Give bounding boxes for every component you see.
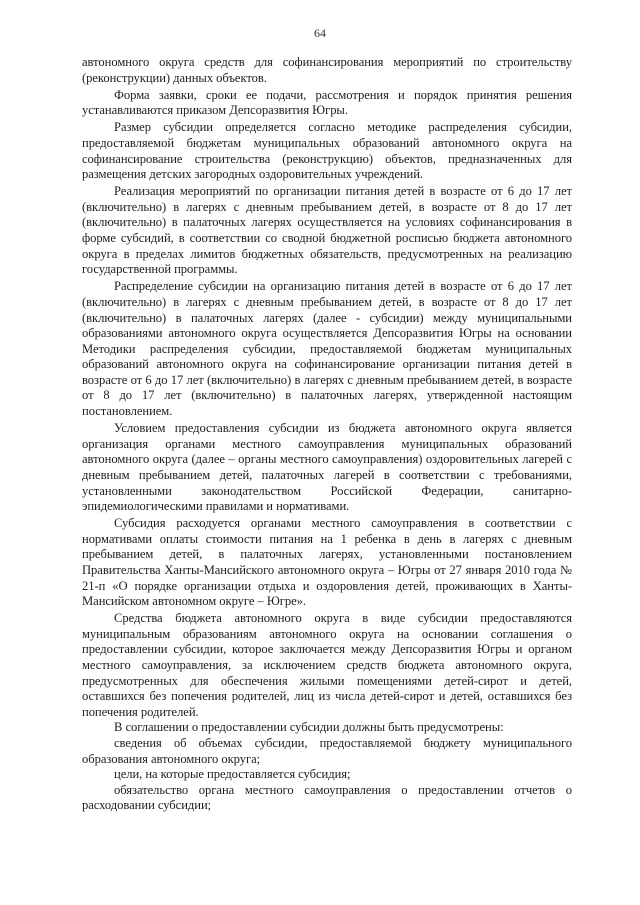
list-item-subsidy-volume: сведения об объемах субсидии, предоставляемой бюджету муниципального образования автономного округа; xyxy=(82,736,572,766)
list-item-subsidy-purpose: цели, на которые предоставляется субсидия; xyxy=(114,767,351,782)
paragraph-agreement-intro: В соглашении о предоставлении субсидии должны быть предусмотрены: xyxy=(114,720,504,735)
paragraph-application-form: Форма заявки, сроки ее подачи, рассмотрения и порядок принятия решения устанавливаются приказом Депсоразвития Югры. xyxy=(82,87,572,118)
paragraph-subsidy-distribution: Распределение субсидии на организацию питания детей в возрасте от 6 до 17 лет (включительно) в лагерях с дневным пребыванием детей, в возрасте от 8 до 17 лет (включительно) в палаточных лагерях (далее - субсидии) между муниципальными образованиями автономного округа осуществляется Депсоразвития Югры на основании Методики распределения субсидии, предоставляемой бюджетам муниципальных образований автономного округа на софинансирование организации питания детей в возрасте от 6 до 17 лет (включительно) в лагерях с дневным пребыванием детей, в возрасте от 8 до 17 лет (включительно) в палаточных лагерях, утвержденной настоящим постановлением. xyxy=(82,279,572,419)
list-item-reporting-obligation: обязательство органа местного самоуправления о предоставлении отчетов о расходовании субсидии; xyxy=(82,782,572,813)
paragraph-subsidy-spending: Субсидия расходуется органами местного самоуправления в соответствии с нормативами оплаты стоимости питания на 1 ребенка в день в лагерях с дневным пребыванием детей, в палаточных лагерях, установленными постановлением Правительства Ханты-Мансийского автономного округа – Югры от 27 января 2010 года № 21-п «О порядке организации отдыха и оздоровления детей, проживающих в Ханты-Мансийском автономном округе – Югре». xyxy=(82,516,572,609)
paragraph-continuation: автономного округа средств для софинансирования мероприятий по строительству (реконструкции) данных объектов. xyxy=(82,55,572,85)
paragraph-budget-funds: Средства бюджета автономного округа в виде субсидии предоставляются муниципальным образованиям автономного округа на основании соглашения о предоставлении субсидии, которое заключается между Депсоразвития Югры и органом местного самоуправления, за исключением средств бюджета автономного округа, предусмотренных для обеспечения жилыми помещениями детей-сирот и детей, оставшихся без попечения родителей, лиц из числа детей-сирот и детей, оставшихся без попечения родителей. xyxy=(82,611,572,719)
paragraph-subsidy-size: Размер субсидии определяется согласно методике распределения субсидии, предоставляемой бюджетам муниципальных образований автономного округа на софинансирование строительства (реконструкцию) объектов, предназначенных для размещения детских загородных оздоровительных учреждений. xyxy=(82,120,572,182)
paragraph-nutrition-implementation: Реализация мероприятий по организации питания детей в возрасте от 6 до 17 лет (включительно) в лагерях с дневным пребыванием детей, в возрасте от 8 до 17 лет (включительно) в палаточных лагерях осуществляется на условиях софинансирования в форме субсидий, в соответствии со сводной бюджетной росписью бюджета автономного округа в пределах лимитов бюджетных обязательств, предусмотренных на реализацию государственной программы. xyxy=(82,184,572,277)
page-number: 64 xyxy=(314,26,326,40)
paragraph-subsidy-condition: Условием предоставления субсидии из бюджета автономного округа является организация органами местного самоуправления муниципальных образований автономного округа (далее – органы местного самоуправления) оздоровительных лагерей с дневным пребыванием детей, палаточных лагерей в соответствии с требованиями, установленными законодательством Российской Федерации, санитарно-эпидемиологическими правилами и нормативами. xyxy=(82,421,572,514)
document-body xyxy=(82,55,572,814)
